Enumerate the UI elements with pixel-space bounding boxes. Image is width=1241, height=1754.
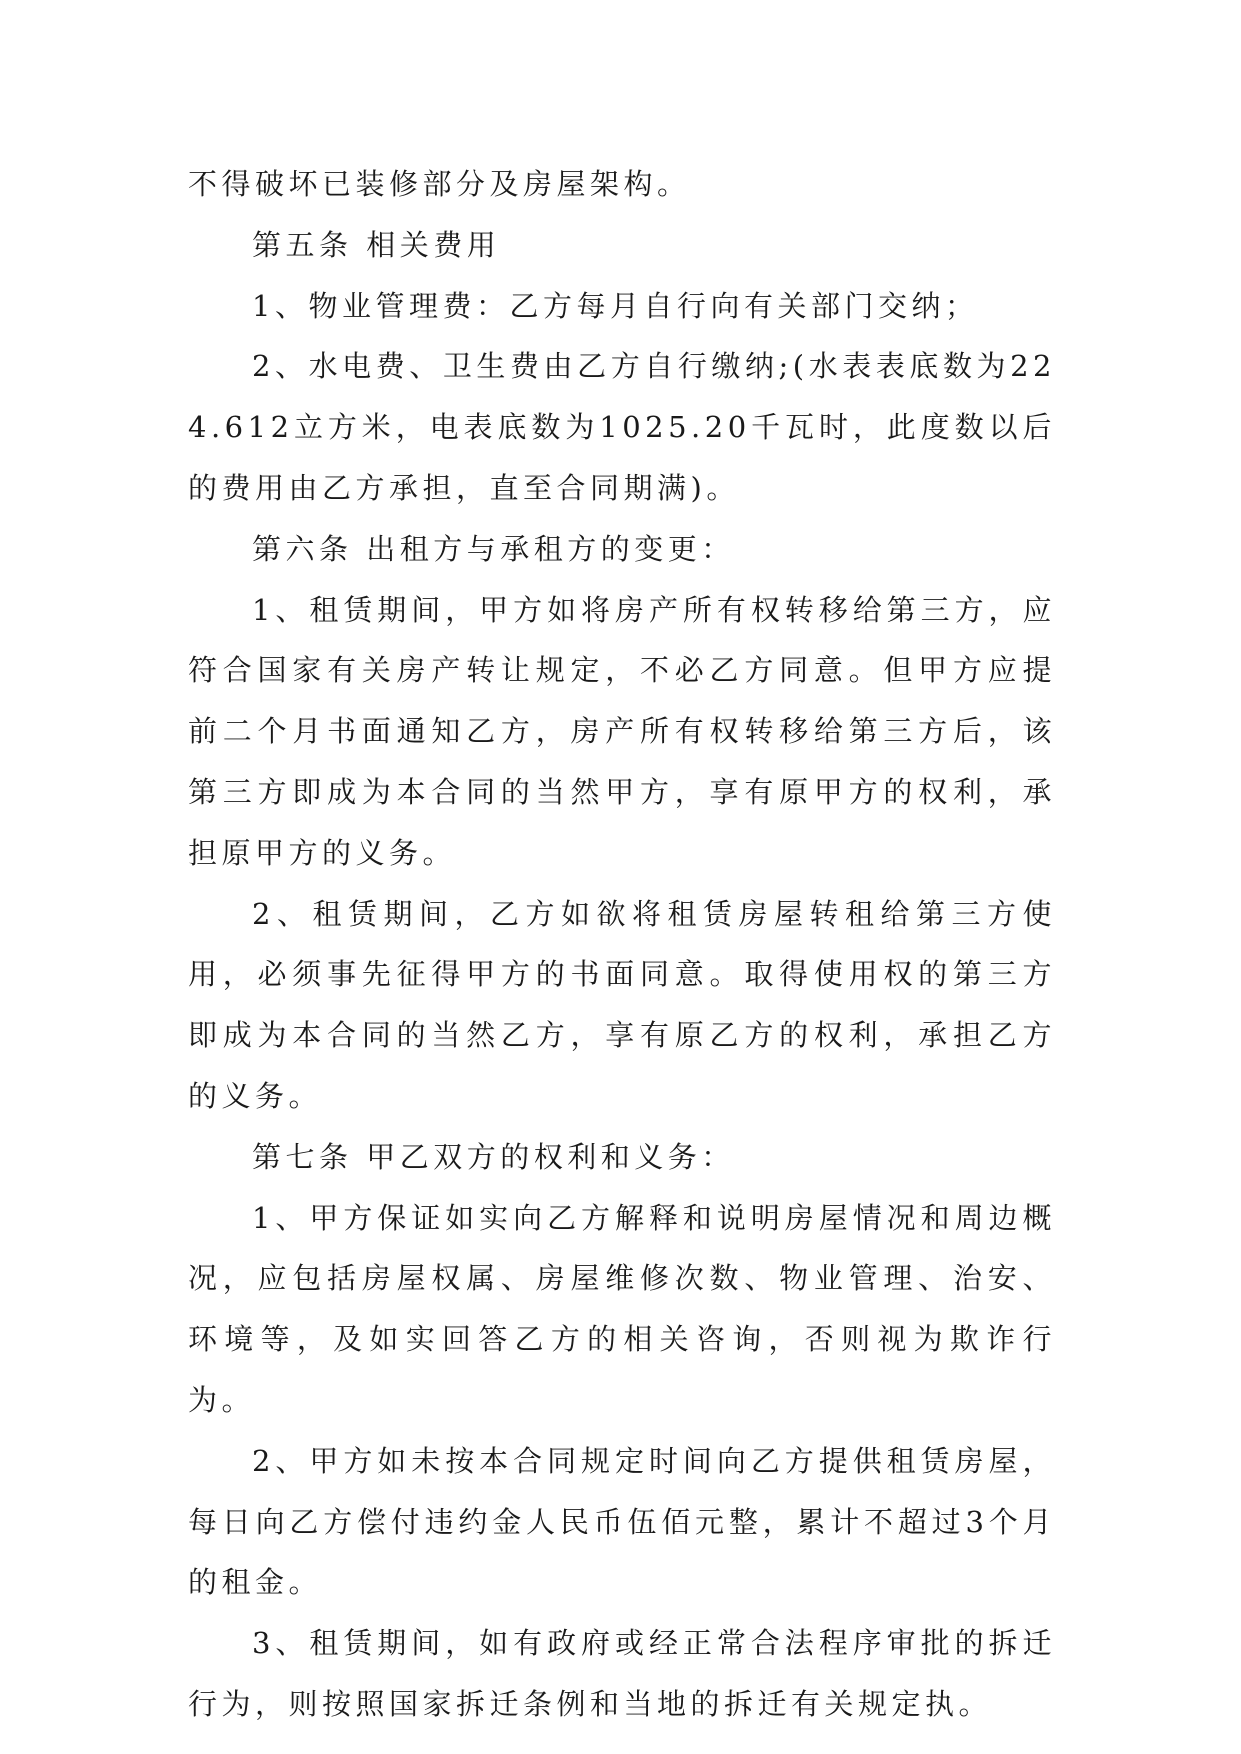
article-7-clause-1: 1、甲方保证如实向乙方解释和说明房屋情况和周边概况，应包括房屋权属、房屋维修次数、物业管理、治安、环境等，及如实回答乙方的相关咨询，否则视为欺诈行为。 bbox=[188, 1200, 1056, 1417]
article-6-clause-2: 2、租赁期间，乙方如欲将租赁房屋转租给第三方使用，必须事先征得甲方的书面同意。取得使用权的第三方即成为本合同的当然乙方，享有原乙方的权利，承担乙方的义务。 bbox=[188, 896, 1056, 1113]
article-6-heading: 第六条 出租方与承租方的变更： bbox=[252, 531, 735, 566]
article-7-clause-3: 3、租赁期间，如有政府或经正常合法程序审批的拆迁行为，则按照国家拆迁条例和当地的拆迁有关规定执。 bbox=[188, 1626, 1056, 1721]
paragraph-continuation: 不得破坏已装修部分及房屋架构。 bbox=[188, 167, 691, 201]
document-body bbox=[188, 154, 1056, 1735]
article-5-heading: 第五条 相关费用 bbox=[252, 227, 501, 262]
article-7-clause-2: 2、甲方如未按本合同规定时间向乙方提供租赁房屋，每日向乙方偿付违约金人民币伍佰元整，累计不超过3个月的租金。 bbox=[188, 1443, 1056, 1600]
article-5-clause-1: 1、物业管理费：乙方每月自行向有关部门交纳； bbox=[252, 288, 979, 323]
article-7-heading: 第七条 甲乙双方的权利和义务： bbox=[252, 1139, 735, 1174]
article-6-clause-1: 1、租赁期间，甲方如将房产所有权转移给第三方，应符合国家有关房产转让规定，不必乙方同意。但甲方应提前二个月书面通知乙方，房产所有权转移给第三方后，该第三方即成为本合同的当然甲方，享有原甲方的权利，承担原甲方的义务。 bbox=[188, 592, 1056, 870]
article-5-clause-2: 2、水电费、卫生费由乙方自行缴纳;(水表表底数为224.612立方米，电表底数为1025.20千瓦时，此度数以后的费用由乙方承担，直至合同期满)。 bbox=[188, 349, 1056, 505]
